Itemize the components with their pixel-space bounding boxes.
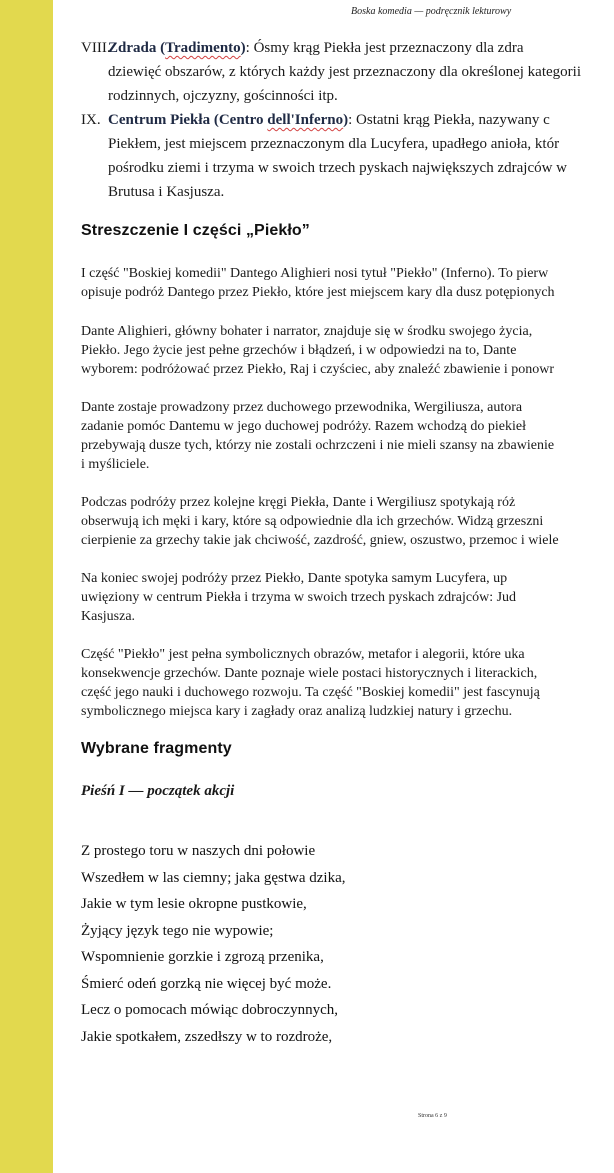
- page-number: Strona 6 z 9: [418, 1113, 447, 1119]
- verse-line: Żyjący język tego nie wypowie;: [81, 922, 274, 939]
- spellcheck-underlined-word: dell'Inferno: [267, 112, 344, 128]
- verse-line: Jakie spotkałem, zszedłszy w to rozdroże,: [81, 1028, 333, 1045]
- summary-paragraph: Podczas podróży przez kolejne kręgi Piekła, Dante i Wergiliusz spotykają róż obserwują ich męki i kary, które są odpowiednie dla ich grzechów. Widzą grzeszni cierpienie za grzechy takie jak chciwość, zazdrość, gniew, oszustwo, przemoc i wiele: [81, 495, 559, 548]
- verse-block: [81, 838, 346, 1050]
- summary-paragraph: Dante Alighieri, główny bohater i narrator, znajduje się w środku swojego życia, Piekło. Jego życie jest pełne grzechów i błądzeń, i w odpowiedzi na to, Dante wyborem: podróżować przez Piekło, Raj i czyściec, aby znaleźć zbawienie i ponowr: [81, 324, 555, 377]
- spellcheck-underlined-word: Tradimento: [165, 40, 241, 56]
- circle-name: Centrum Piekła (Centro dell'Inferno): [108, 112, 349, 128]
- list-item-line: Brutusa i Kasjusza.: [108, 184, 225, 200]
- list-item-number: IX.: [81, 112, 101, 128]
- list-item-first-line: Centrum Piekła (Centro dell'Inferno): Ostatni krąg Piekła, nazywany c: [108, 112, 550, 128]
- list-item: [81, 36, 614, 108]
- verse-line: Lecz o pomocach mówiąc dobroczynnych,: [81, 1002, 338, 1018]
- list-item: [81, 108, 614, 204]
- document-page: [53, 0, 614, 1173]
- list-item-line: pośrodku ziemi i trzyma w swoich trzech pyskach największych zdrajców w: [108, 160, 568, 176]
- running-header: Boska komedia — podręcznik lekturowy: [351, 6, 512, 17]
- verse-line: Śmierć odeń gorzką nie więcej być może.: [81, 975, 332, 992]
- verse-line: Jakie w tym lesie okropne pustkowie,: [81, 896, 307, 912]
- summary-paragraph: Na koniec swojej podróży przez Piekło, Dante spotyka samym Lucyfera, up uwięziony w centrum Piekła i trzyma w swoich trzech pyskach zdrajców: Jud Kasjusza.: [81, 571, 517, 624]
- list-item-number: VIII.: [81, 40, 111, 56]
- verse-line: Z prostego toru w naszych dni połowie: [81, 843, 316, 859]
- summary-paragraph: Część "Piekło" jest pełna symbolicznych obrazów, metafor i alegorii, które uka konsekwencje grzechów. Dante poznaje wiele postaci historycznych i literackich, część jego nauki i duchowego rozwoju. Ta część "Boskiej komedii" jest fascynują symbolicznego miejsca kary i zagłady oraz analizą ludzkiej natury i grzechu.: [81, 647, 540, 719]
- verse-line: Wszedłem w las ciemny; jaka gęstwa dzika,: [81, 869, 346, 886]
- canto-title: Pieśń I — początek akcji: [81, 783, 235, 799]
- list-item-line: dziewięć obszarów, z których każdy jest przeznaczony dla określonej kategorii: [108, 64, 581, 80]
- summary-paragraph: I część "Boskiej komedii" Dantego Alighieri nosi tytuł "Piekło" (Inferno). To pierw opisuje podróż Dantego przez Piekło, które jest miejscem kary dla dusz potępionych: [81, 266, 555, 300]
- verse-line: Wspomnienie gorzkie i zgrozą przenika,: [81, 949, 324, 965]
- circle-name: Zdrada (Tradimento): [108, 40, 246, 56]
- summary-heading: Streszczenie I części „Piekło”: [81, 222, 310, 239]
- fragments-heading: Wybrane fragmenty: [81, 740, 232, 757]
- sidebar-strip: [0, 0, 53, 1173]
- list-item-line: rodzinnych, ojczyzny, gościnności itp.: [108, 88, 338, 104]
- circles-list: [81, 36, 614, 204]
- list-item-line: Piekłem, jest miejscem przeznaczonym dla Lucyfera, upadłego anioła, któr: [108, 136, 560, 152]
- summary-paragraph: Dante zostaje prowadzony przez duchowego przewodnika, Wergiliusza, autora zadanie pomóc Dantemu w jego duchowej podróży. Razem wchodzą do piekieł przebywają dusze tych, którzy nie zostali ochrzczeni i nie mieli szansy na zbawienie i myśliciele.: [81, 400, 555, 472]
- list-item-first-line: Zdrada (Tradimento): Ósmy krąg Piekła jest przeznaczony dla zdra: [108, 40, 524, 56]
